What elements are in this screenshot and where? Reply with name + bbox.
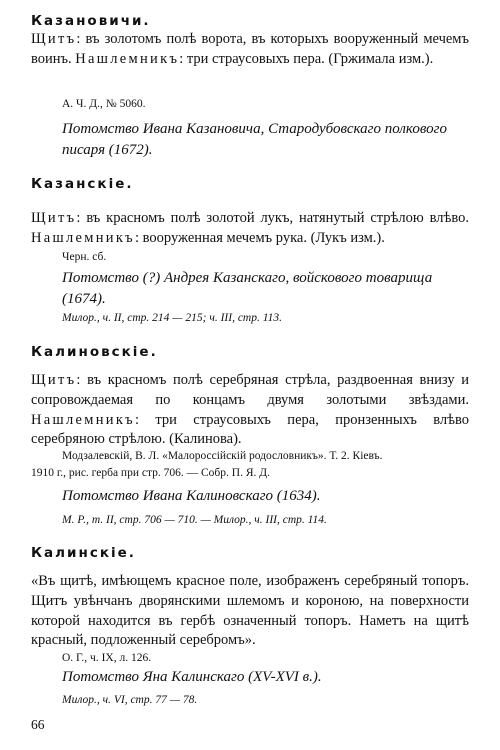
entry-source — [31, 448, 469, 482]
entry-lineage: Потомство Ивана Казановича, Стародубовскаго полкового писаря (1672). — [62, 121, 447, 158]
entry-description — [31, 371, 469, 450]
source-line: 1910 г., рис. герба при стр. 706. — Собр. П. Я. Д. — [31, 467, 270, 479]
entry-source: А. Ч. Д., № 5060. — [62, 98, 146, 110]
entry-lineage: Потомство (?) Андрея Казанскаго, войскового товарища (1674). — [62, 270, 433, 307]
entry-refs: Милор., ч. VI, стр. 77 — 78. — [62, 694, 198, 706]
shield-label: Щитъ — [31, 372, 77, 388]
entry-heading: Калиновскіе. — [31, 344, 158, 360]
shield-text: : въ красномъ полѣ серебряная стрѣла, раздвоенная внизу и сопровождаемая по концамъ двумя золотыми звѣздами. — [31, 372, 469, 408]
source-line: Модзалевскій, В. Л. «Малороссійскій родословникъ». Т. 2. Кіевъ. — [62, 450, 383, 462]
crest-label: Нашлемникъ — [75, 50, 180, 67]
entry-refs: М. Р., т. II, стр. 706 — 710. — Милор., ч. III, стр. 114. — [62, 514, 327, 526]
shield-label: Щитъ — [31, 31, 77, 47]
entry-source: О. Г., ч. IX, л. 126. — [62, 652, 152, 664]
crest-label: Нашлемникъ — [31, 411, 135, 428]
crest-text: : три страусовыхъ пера, пронзенныхъ влѣво серебряною стрѣлою. (Калинова). — [31, 411, 469, 448]
entry-refs: Милор., ч. II, стр. 214 — 215; ч. III, стр. 113. — [62, 312, 282, 324]
entry-quote: «Въ щитѣ, имѣющемъ красное поле, изображенъ серебряный топоръ. Щитъ увѣнчанъ дворянскими шлемомъ и короною, на поверхности которой находится въ гербѣ означенный топоръ. Наметъ на щитѣ красный, подложенный серебромъ». — [31, 573, 469, 649]
entry-source: Черн. сб. — [62, 251, 107, 263]
shield-text: : въ золотомъ полѣ ворота, въ которыхъ вооруженный мечемъ воинъ. — [31, 31, 469, 67]
entry-heading: Казановичи. — [31, 13, 151, 29]
shield-label: Щитъ — [31, 210, 77, 226]
entry-heading: Калинскіе. — [31, 545, 136, 561]
entry-description — [31, 30, 469, 70]
crest-label: Нашлемникъ — [31, 229, 135, 246]
crest-text: : вооруженная мечемъ рука. (Лукъ изм.). — [134, 229, 385, 246]
entry-lineage: Потомство Яна Калинскаго (XV-XVI в.). — [62, 669, 322, 685]
crest-text: : три страусовыхъ пера. (Гржимала изм.). — [179, 50, 434, 67]
entry-lineage: Потомство Ивана Калиновскаго (1634). — [62, 488, 321, 504]
page-number: 66 — [31, 717, 45, 732]
entry-heading: Казанскіе. — [31, 176, 134, 192]
entry-description — [31, 209, 469, 249]
shield-text: : въ красномъ полѣ золотой лукъ, натянутый стрѣлою влѣво. — [76, 210, 469, 226]
